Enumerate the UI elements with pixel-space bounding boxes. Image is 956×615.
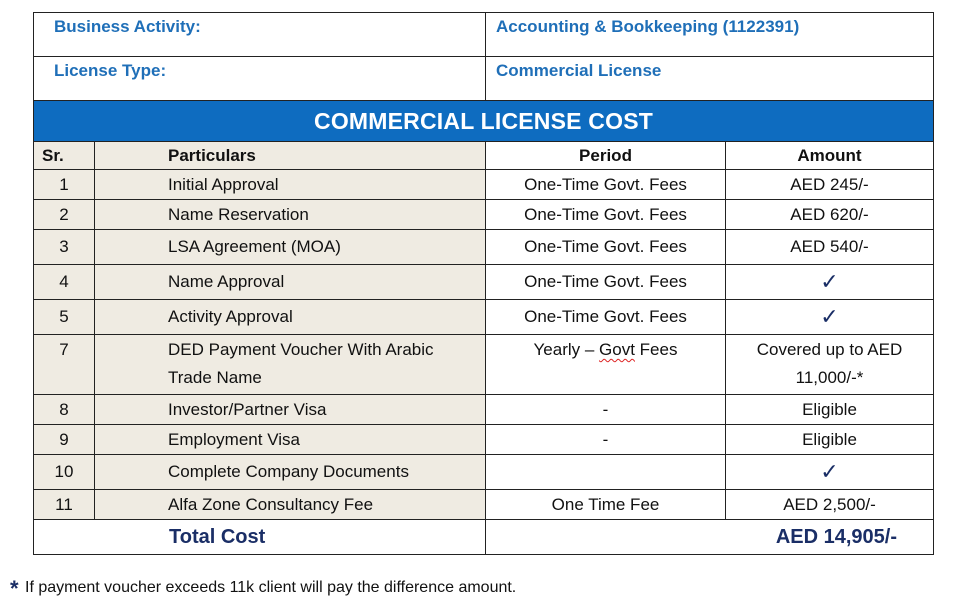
row-particular: Investor/Partner Visa [95, 395, 486, 425]
license-cost-table [33, 12, 934, 555]
business-activity-value: Accounting & Bookkeeping (1122391) [486, 13, 934, 57]
row-period: - [486, 395, 726, 425]
footnote [10, 576, 516, 602]
row-period: One-Time Govt. Fees [486, 230, 726, 265]
table-title: COMMERCIAL LICENSE COST [34, 101, 934, 142]
row-sr: 7 [34, 335, 95, 395]
table-row [34, 265, 934, 300]
checkmark-icon: ✓ [820, 304, 839, 329]
business-activity-label: Business Activity: [34, 13, 486, 57]
license-type-label: License Type: [34, 57, 486, 101]
row-period: One-Time Govt. Fees [486, 170, 726, 200]
row-sr: 10 [34, 455, 95, 490]
row-sr: 3 [34, 230, 95, 265]
row-particular [95, 335, 486, 395]
row-amount-line1: Covered up to AED [756, 340, 903, 359]
row-particular-line2: Trade Name [168, 368, 262, 387]
total-row [34, 520, 934, 555]
row-sr: 11 [34, 490, 95, 520]
row-amount: Eligible [726, 395, 934, 425]
header-row [34, 142, 934, 170]
table-row [34, 455, 934, 490]
total-label: Total Cost [34, 520, 486, 555]
row-period-part1: Yearly – [533, 340, 600, 359]
table-row [34, 300, 934, 335]
row-period: One-Time Govt. Fees [486, 300, 726, 335]
business-activity-row [34, 13, 934, 57]
row-sr: 2 [34, 200, 95, 230]
header-sr: Sr. [34, 142, 95, 170]
table-row [34, 230, 934, 265]
row-amount: AED 2,500/- [726, 490, 934, 520]
license-type-row [34, 57, 934, 101]
header-amount: Amount [726, 142, 934, 170]
row-amount: Eligible [726, 425, 934, 455]
table-row [34, 200, 934, 230]
header-particulars: Particulars [95, 142, 486, 170]
row-particular: Employment Visa [95, 425, 486, 455]
row-period-part3: Fees [634, 340, 678, 359]
row-particular: Complete Company Documents [95, 455, 486, 490]
table-row [34, 170, 934, 200]
row-sr: 5 [34, 300, 95, 335]
table-row [34, 490, 934, 520]
row-particular: Alfa Zone Consultancy Fee [95, 490, 486, 520]
row-amount [726, 335, 934, 395]
row-sr: 9 [34, 425, 95, 455]
row-period [486, 455, 726, 490]
asterisk-icon: * [10, 576, 19, 601]
table-row [34, 395, 934, 425]
row-period: One-Time Govt. Fees [486, 200, 726, 230]
row-sr: 4 [34, 265, 95, 300]
banner-row [34, 101, 934, 142]
header-period: Period [486, 142, 726, 170]
row-amount: AED 245/- [726, 170, 934, 200]
checkmark-icon: ✓ [820, 269, 839, 294]
checkmark-icon: ✓ [820, 459, 839, 484]
row-period [486, 335, 726, 395]
row-particular-line1: DED Payment Voucher With Arabic [168, 340, 434, 359]
row-period: One-Time Govt. Fees [486, 265, 726, 300]
table-row [34, 335, 934, 395]
row-period-part2: Govt [599, 340, 635, 359]
row-period: - [486, 425, 726, 455]
license-type-value: Commercial License [486, 57, 934, 101]
row-particular: Name Approval [95, 265, 486, 300]
row-particular: Activity Approval [95, 300, 486, 335]
row-period: One Time Fee [486, 490, 726, 520]
row-particular: LSA Agreement (MOA) [95, 230, 486, 265]
row-particular: Name Reservation [95, 200, 486, 230]
row-amount-line2: 11,000/-* [795, 368, 864, 387]
footnote-text: If payment voucher exceeds 11k client will pay the difference amount. [25, 579, 517, 596]
table-row [34, 425, 934, 455]
row-amount: AED 620/- [726, 200, 934, 230]
row-amount: AED 540/- [726, 230, 934, 265]
row-sr: 8 [34, 395, 95, 425]
total-amount: AED 14,905/- [486, 520, 934, 555]
license-cost-document [33, 12, 933, 555]
row-particular: Initial Approval [95, 170, 486, 200]
row-sr: 1 [34, 170, 95, 200]
